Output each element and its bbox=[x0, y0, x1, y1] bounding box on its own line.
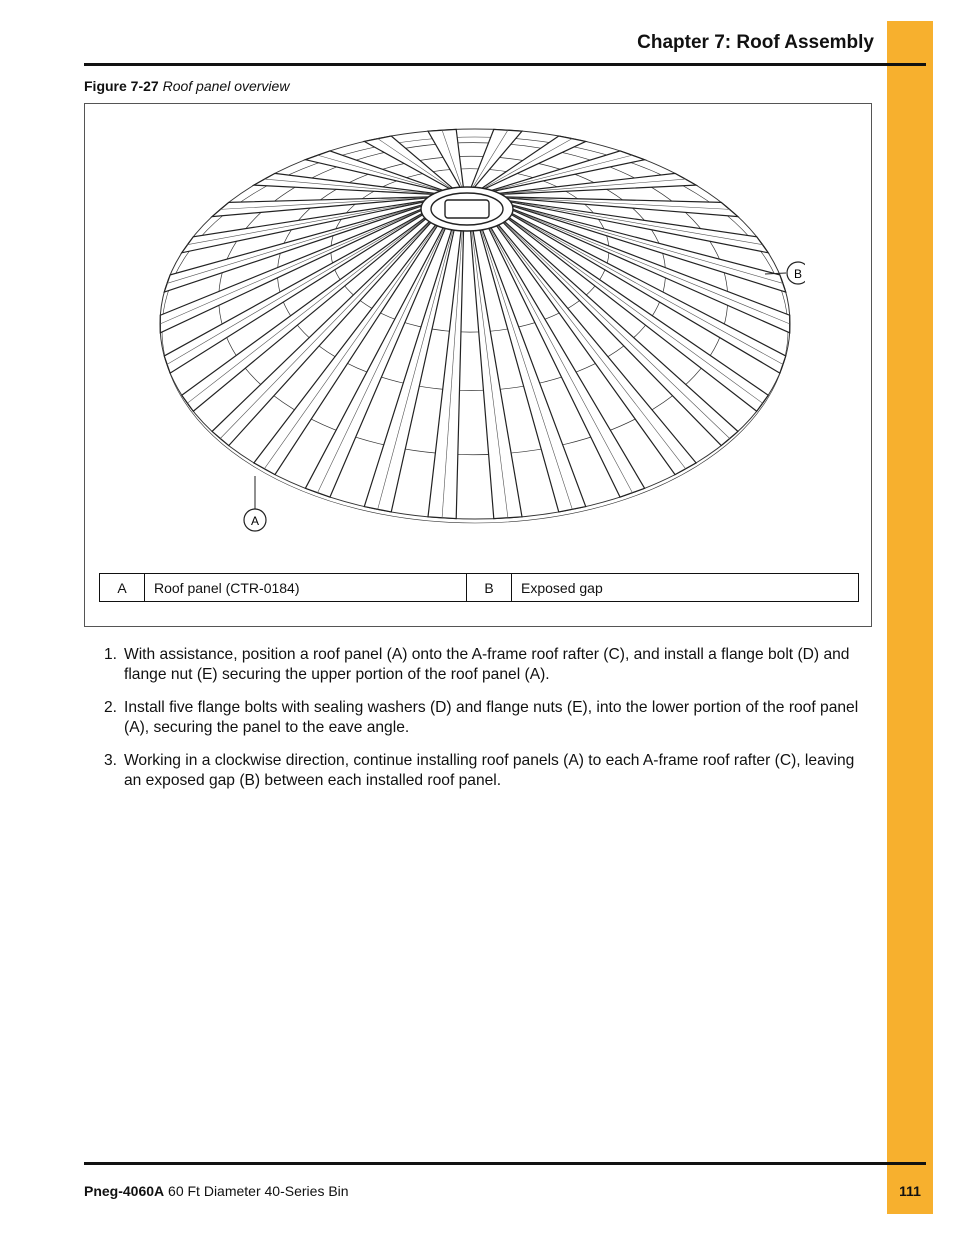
instruction-steps bbox=[104, 645, 874, 804]
roof-panel-illustration bbox=[145, 114, 805, 554]
footer-divider bbox=[84, 1162, 926, 1165]
legend-key-b: B bbox=[467, 574, 512, 601]
footer-doc-number: Pneg-4060A bbox=[84, 1183, 165, 1199]
callout-a-label: A bbox=[250, 514, 260, 528]
page-number: 111 bbox=[899, 1183, 921, 1199]
step-item bbox=[104, 751, 874, 791]
step-item bbox=[104, 645, 874, 685]
figure-box bbox=[84, 103, 872, 627]
legend-key-a: A bbox=[100, 574, 145, 601]
step-text: Install five flange bolts with sealing washers (D) and flange nuts (E), into the lower portion of the roof panel (A), securing the panel to the eave angle. bbox=[124, 699, 859, 736]
callout-a bbox=[244, 476, 266, 531]
step-item bbox=[104, 698, 874, 738]
step-text: With assistance, position a roof panel (A) onto the A-frame roof rafter (C), and install a flange bolt (D) and flange nut (E) securing the upper portion of the roof panel (A). bbox=[124, 646, 850, 683]
footer-document-info bbox=[84, 1183, 349, 1199]
step-number: 1. bbox=[104, 646, 118, 663]
callout-b-label: B bbox=[793, 267, 803, 281]
figure-title: Roof panel overview bbox=[162, 78, 290, 94]
figure-legend-table bbox=[99, 573, 859, 602]
figure-caption bbox=[84, 78, 289, 94]
header-divider bbox=[84, 63, 926, 66]
chapter-side-tab bbox=[887, 21, 933, 1214]
step-number: 2. bbox=[104, 699, 118, 716]
chapter-title: Chapter 7: Roof Assembly bbox=[637, 32, 874, 53]
footer-doc-title: 60 Ft Diameter 40-Series Bin bbox=[168, 1183, 349, 1199]
step-number: 3. bbox=[104, 752, 118, 769]
legend-desc-b: Exposed gap bbox=[521, 580, 603, 596]
step-text: Working in a clockwise direction, continue installing roof panels (A) to each A-frame roof rafter (C), leaving an exposed gap (B) between each installed roof panel. bbox=[124, 752, 855, 789]
legend-desc-a: Roof panel (CTR-0184) bbox=[145, 574, 467, 601]
figure-number: Figure 7-27 bbox=[84, 78, 159, 94]
